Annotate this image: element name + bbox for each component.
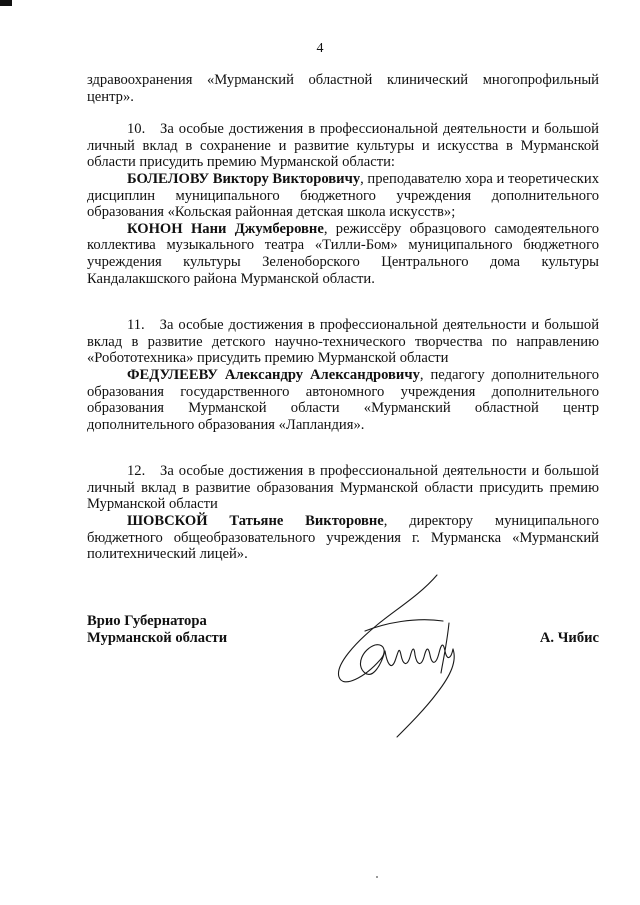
scan-speck	[376, 876, 378, 878]
recipient-description: , преподавателю хора и теоретических дисциплин муниципального бюджетного учреждения дополнительного образования «Кольская районная детская школа искусств»;	[87, 170, 599, 221]
signer-title-line-1: Врио Губернатора	[87, 613, 207, 629]
item-10-recipient-1	[87, 171, 599, 221]
signer-title-line-2: Мурманской области	[87, 629, 228, 646]
item-11-text: 11. За особые достижения в профессиональной деятельности и большой вклад в развитие детского научно-технического творчества по направлению «Робототехника» присудить премию Мурманской области	[87, 317, 599, 367]
item-10-text: 10. За особые достижения в профессиональной деятельности и большой личный вклад в сохранение и развитие культуры и искусства в Мурманской области присудить премию Мурманской области:	[87, 121, 599, 171]
recipient-name: БОЛЕЛОВУ Виктору Викторовичу	[127, 170, 361, 187]
recipient-name: ШОВСКОЙ Татьяне Викторовне	[127, 513, 384, 530]
recipient-name: ФЕДУЛЕЕВУ Александру Александровичу	[127, 366, 420, 383]
paragraph-intro: здравоохранения «Мурманский областной клинический многопрофильный центр».	[87, 72, 599, 105]
recipient-description: , педагогу дополнительного образования государственного автономного учреждения дополнительного образования Мурманской области «Мурманский областной центр дополнительного образования «Лапландия».	[87, 366, 599, 433]
item-11-recipient-1	[87, 367, 599, 433]
signature-stroke-main	[338, 575, 437, 682]
item-12-recipient-1	[87, 513, 599, 563]
recipient-description: , режиссёру образцового самодеятельного коллектива музыкального театра «Тилли-Бом» муниципального бюджетного учреждения культуры Зеленоборского Центрального дома культуры Кандалакшского района Мурманской области.	[87, 220, 599, 287]
signature-stroke-cross	[441, 623, 449, 673]
handwritten-signature	[325, 565, 495, 740]
item-10-recipient-2	[87, 221, 599, 287]
signature-stroke-tail	[397, 649, 454, 737]
document-body	[87, 72, 599, 563]
page-number: 4	[316, 41, 324, 56]
recipient-name: КОНОН Нани Джумберовне	[127, 220, 324, 237]
signer-title	[87, 613, 227, 646]
recipient-description: , директору муниципального бюджетного общеобразовательного учреждения г. Мурманска «Мурманский политехнический лицей».	[87, 513, 600, 563]
scan-corner-mark	[0, 0, 12, 6]
signer-name: А. Чибис	[539, 630, 599, 646]
item-12-text: 12. За особые достижения в профессиональной деятельности и большой личный вклад в развитие образования Мурманской области присудить премию Мурманской области	[87, 463, 599, 513]
